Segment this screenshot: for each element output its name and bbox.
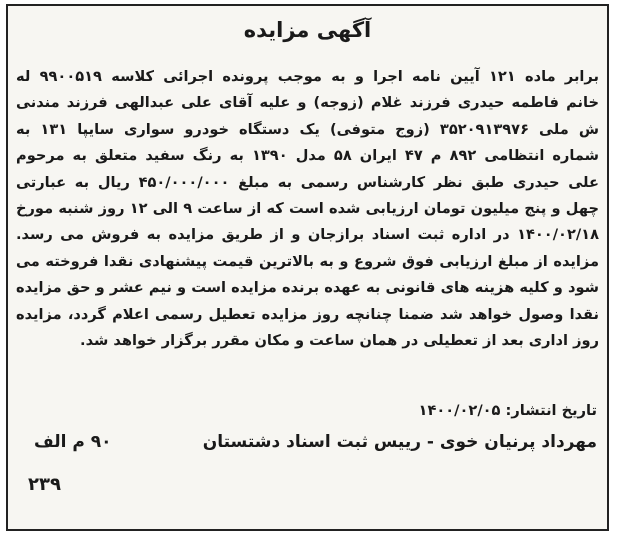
notice-body-line: روز اداری بعد از تعطیلی در همان ساعت و مکان مقرر برگزار خواهد شد. [80,332,599,350]
notice-body-line: نقدا وصول خواهد شد ضمنا چنانچه روز مزایده تعطیل رسمی اعلام گردد، مزایده [16,305,599,323]
notice-title: آگهی مزایده [243,18,372,42]
notice-number: ۲۳۹ [28,474,61,495]
notice-body-line: مزایده از مبلغ ارزیابی فوق شروع و به بالاترین قیمت پیشنهادی نقدا فروخته می [16,252,599,270]
notice-body-line: ۱۴۰۰/۰۲/۱۸ در اداره ثبت اسناد برازجان و از طریق مزایده به فروش می رسد. [16,226,599,244]
notice-body-line: خانم فاطمه حیدری فرزند غلام (زوجه) و علیه آقای علی عبدالهی فرزند مندنی [16,94,599,112]
reference-code: ۹۰ م الف [34,432,112,452]
notice-body-line: چهل و پنج میلیون تومان ارزیابی شده است که از ساعت ۹ الی ۱۲ روز شنبه مورخ [16,200,599,218]
notice-body-line: برابر ماده ۱۲۱ آیین نامه اجرا و به موجب پرونده اجرائی کلاسه ۹۹۰۰۵۱۹ له [16,68,599,85]
notice-frame [6,4,609,531]
signature-line: مهرداد پرنیان خوی - رییس ثبت اسناد دشتستان [202,432,597,452]
notice-body-line: ش ملی ۳۵۲۰۹۱۳۹۷۶ (زوج متوفی) یک دستگاه خودرو سواری سایپا ۱۳۱ به [16,120,600,138]
notice-body-line: علی حیدری طبق نظر کارشناس رسمی به مبلغ ۴۵۰/۰۰۰/۰۰۰ ریال به عبارتی [16,173,599,191]
publication-date: تاریخ انتشار: ۱۴۰۰/۰۲/۰۵ [418,402,597,419]
notice-body-line: شود و کلیه هزینه های قانونی به عهده برنده مزایده است و نیم عشر و حق مزایده [16,279,599,297]
notice-body-line: شماره انتظامی ۸۹۲ م ۴۷ ایران ۵۸ مدل ۱۳۹۰ به رنگ سفید متعلق به مرحوم [16,147,600,165]
notice-body [16,64,599,354]
